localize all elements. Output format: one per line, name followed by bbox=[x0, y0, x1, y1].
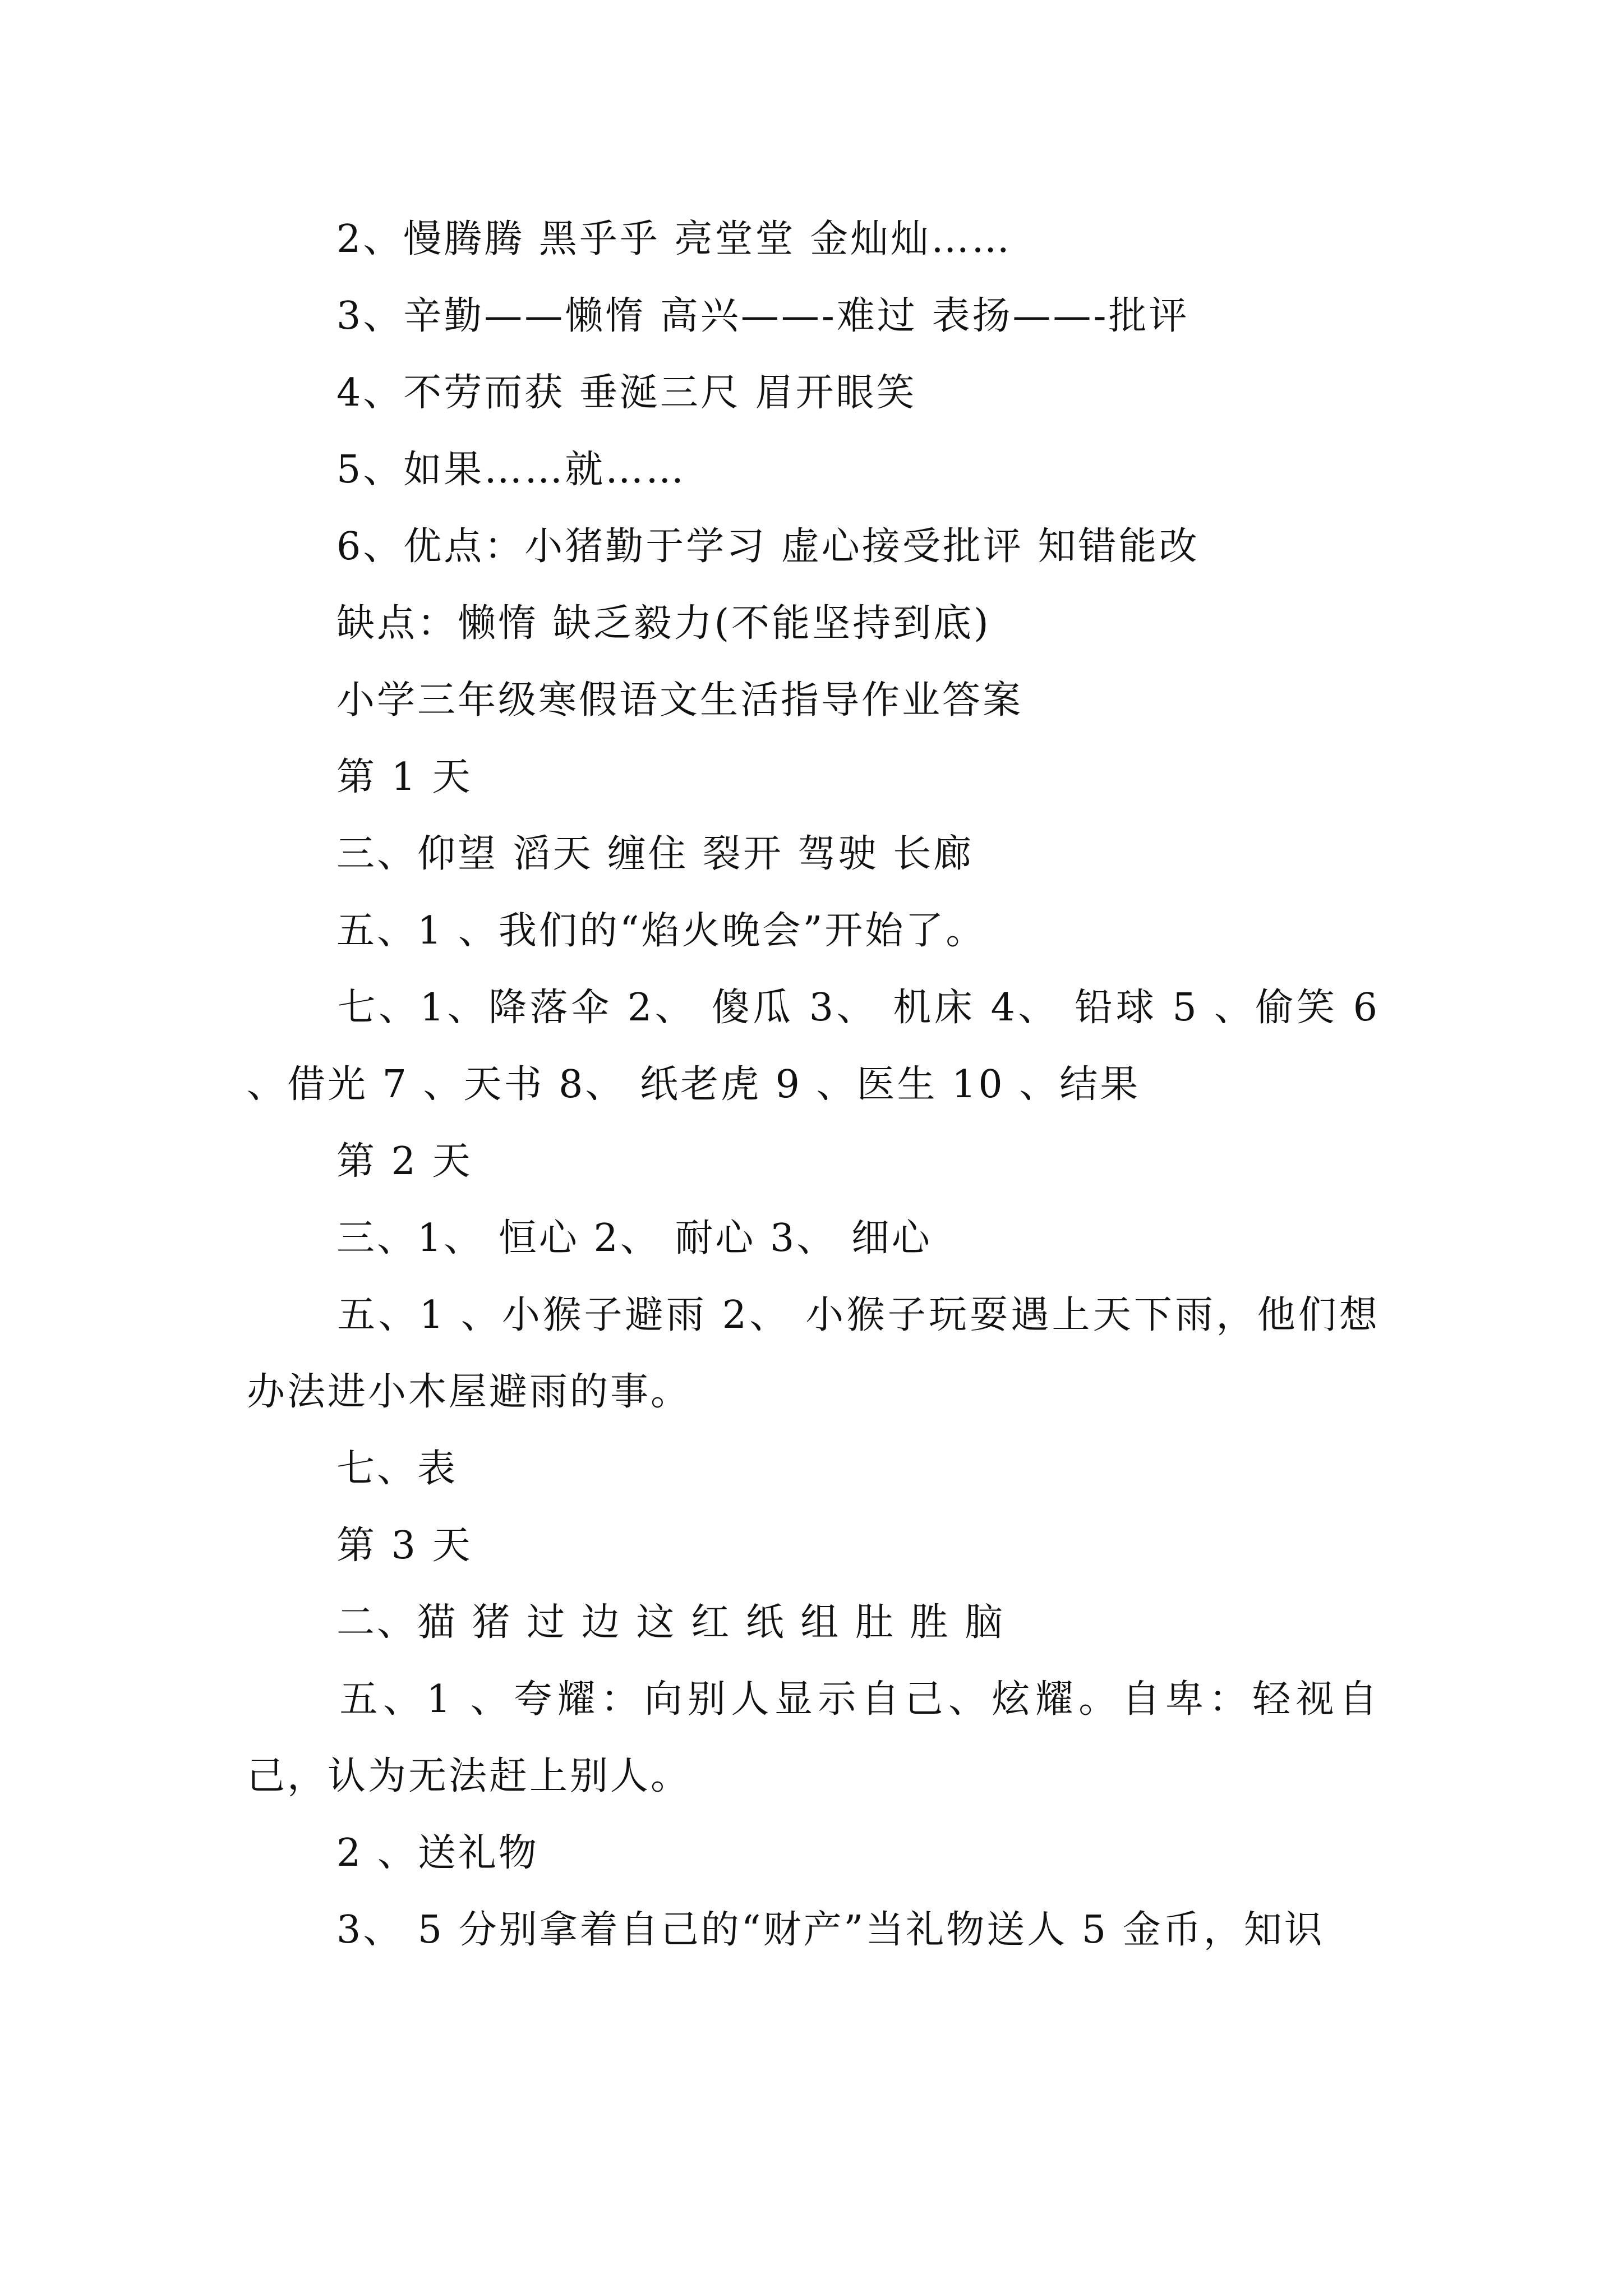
day-1-item-7-text: 七、1、降落伞 2、 傻瓜 3、 机床 4、 铅球 5 、偷笑 6 、借光 7 、天书 8、 纸老虎 9 、医生 10 、结果 bbox=[247, 986, 1380, 1107]
answer-line-4: 4、不劳而获 垂涎三尺 眉开眼笑 bbox=[336, 371, 917, 415]
day-3-item-2: 二、猫 猪 过 边 这 红 纸 组 肚 胜 脑 bbox=[336, 1600, 1006, 1645]
answer-line-2: 2、慢腾腾 黑乎乎 亮堂堂 金灿灿…… bbox=[336, 217, 1012, 261]
day-2-item-5 bbox=[247, 1277, 1380, 1430]
day-2-item-3: 三、1、 恒心 2、 耐心 3、 细心 bbox=[336, 1216, 932, 1260]
day-2-item-7: 七、表 bbox=[336, 1447, 458, 1491]
day-3-item-5-3-text: 3、 5 分别拿着自己的“财产”当礼物送人 5 金币，知识 bbox=[336, 1908, 1325, 1952]
day-2-item-5-text: 五、1 、小猴子避雨 2、 小猴子玩耍遇上天下雨，他们想办法进小木屋避雨的事。 bbox=[247, 1293, 1380, 1414]
day-1-item-5: 五、1 、我们的“焰火晚会”开始了。 bbox=[336, 909, 986, 953]
answer-line-6: 6、优点：小猪勤于学习 虚心接受批评 知错能改 bbox=[336, 524, 1200, 569]
day-3-item-5-text: 五、1 、夸耀：向别人显示自己、炫耀。自卑：轻视自己，认为无法赶上别人。 bbox=[247, 1677, 1380, 1798]
day-2-heading: 第 2 天 bbox=[336, 1139, 473, 1184]
answer-line-5: 5、如果……就…… bbox=[336, 448, 686, 492]
day-3-item-5-2: 2 、送礼物 bbox=[336, 1831, 539, 1875]
day-1-item-7 bbox=[247, 969, 1380, 1123]
day-1-item-3: 三、仰望 滔天 缠住 裂开 驾驶 长廊 bbox=[336, 832, 974, 876]
day-3-heading: 第 3 天 bbox=[336, 1524, 473, 1568]
section-title: 小学三年级寒假语文生活指导作业答案 bbox=[336, 678, 1023, 723]
day-3-item-5 bbox=[247, 1661, 1380, 1815]
answer-line-3: 3、辛勤——懒惰 高兴——-难过 表扬——-批评 bbox=[336, 294, 1189, 338]
answer-line-shortcomings: 缺点：懒惰 缺乏毅力(不能坚持到底) bbox=[336, 601, 991, 646]
day-3-item-5-3 bbox=[247, 1892, 1380, 1968]
day-1-heading: 第 1 天 bbox=[336, 755, 473, 799]
